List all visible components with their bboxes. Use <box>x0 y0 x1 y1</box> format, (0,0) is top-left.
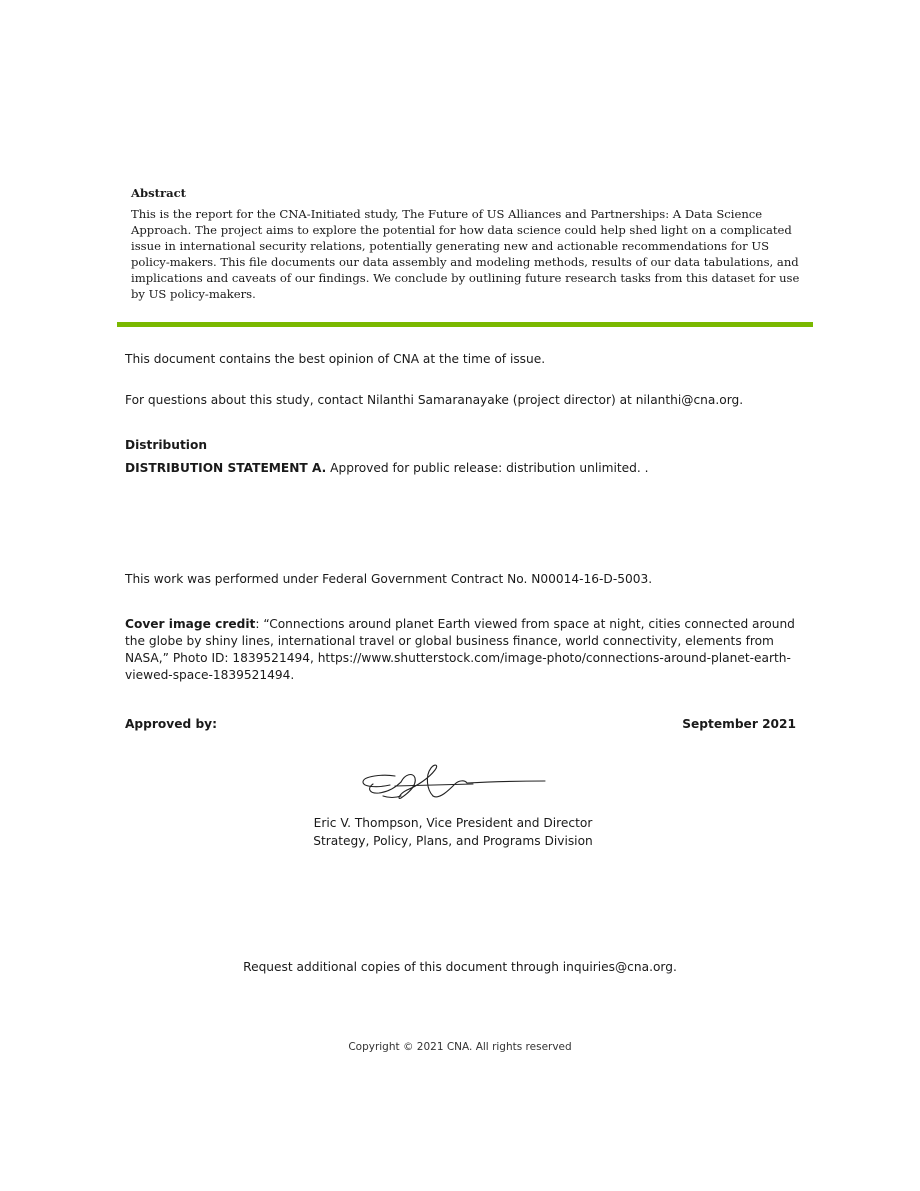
cover-credit-label: Cover image credit <box>125 617 256 631</box>
cover-credit-text: : “Connections around planet Earth viewed from space at night, cities connected around the globe by shiny lines, international travel or global business finance, world connectivity, elements from NASA,” Photo ID: 1839521494, https://www.shutterstock.com/image-photo/connections-around-planet-earth-viewed-space-1839521494. <box>125 617 795 682</box>
distribution-heading: Distribution <box>125 438 208 452</box>
signature-image <box>355 760 550 810</box>
copyright-notice: Copyright © 2021 CNA. All rights reserved <box>348 1041 572 1053</box>
signer-name-title: Eric V. Thompson, Vice President and Director <box>313 816 593 830</box>
approval-date: September 2021 <box>682 717 796 731</box>
abstract-heading: Abstract <box>131 186 187 200</box>
distribution-statement-text: Approved for public release: distribution unlimited. . <box>326 461 649 475</box>
contract-statement: This work was performed under Federal Government Contract No. N00014-16-D-5003. <box>125 572 653 586</box>
abstract-body: This is the report for the CNA-Initiated study, The Future of US Alliances and Partnerships: A Data Science Approach. The project aims to explore the potential for how data science could help shed light on a complicated issue in international security relations, potentially generating new and actionable recommendations for US policy-makers. This file documents our data assembly and modeling methods, results of our data tabulations, and implications and caveats of our findings. We conclude by outlining future research tasks from this dataset for use by US policy-makers. <box>131 207 800 301</box>
request-statement: Request additional copies of this document through inquiries@cna.org. <box>243 960 677 974</box>
opinion-statement: This document contains the best opinion of CNA at the time of issue. <box>125 352 546 366</box>
signer-division: Strategy, Policy, Plans, and Programs Division <box>313 834 593 848</box>
cover-image-credit <box>125 616 795 684</box>
approval-row <box>125 716 796 733</box>
distribution-statement <box>125 460 649 477</box>
approved-by-label: Approved by: <box>125 717 217 731</box>
contact-statement: For questions about this study, contact Nilanthi Samaranayake (project director) at nilanthi@cna.org. <box>125 393 744 407</box>
section-divider <box>117 322 813 327</box>
abstract-section <box>131 185 811 302</box>
distribution-statement-label: DISTRIBUTION STATEMENT A. <box>125 461 327 475</box>
